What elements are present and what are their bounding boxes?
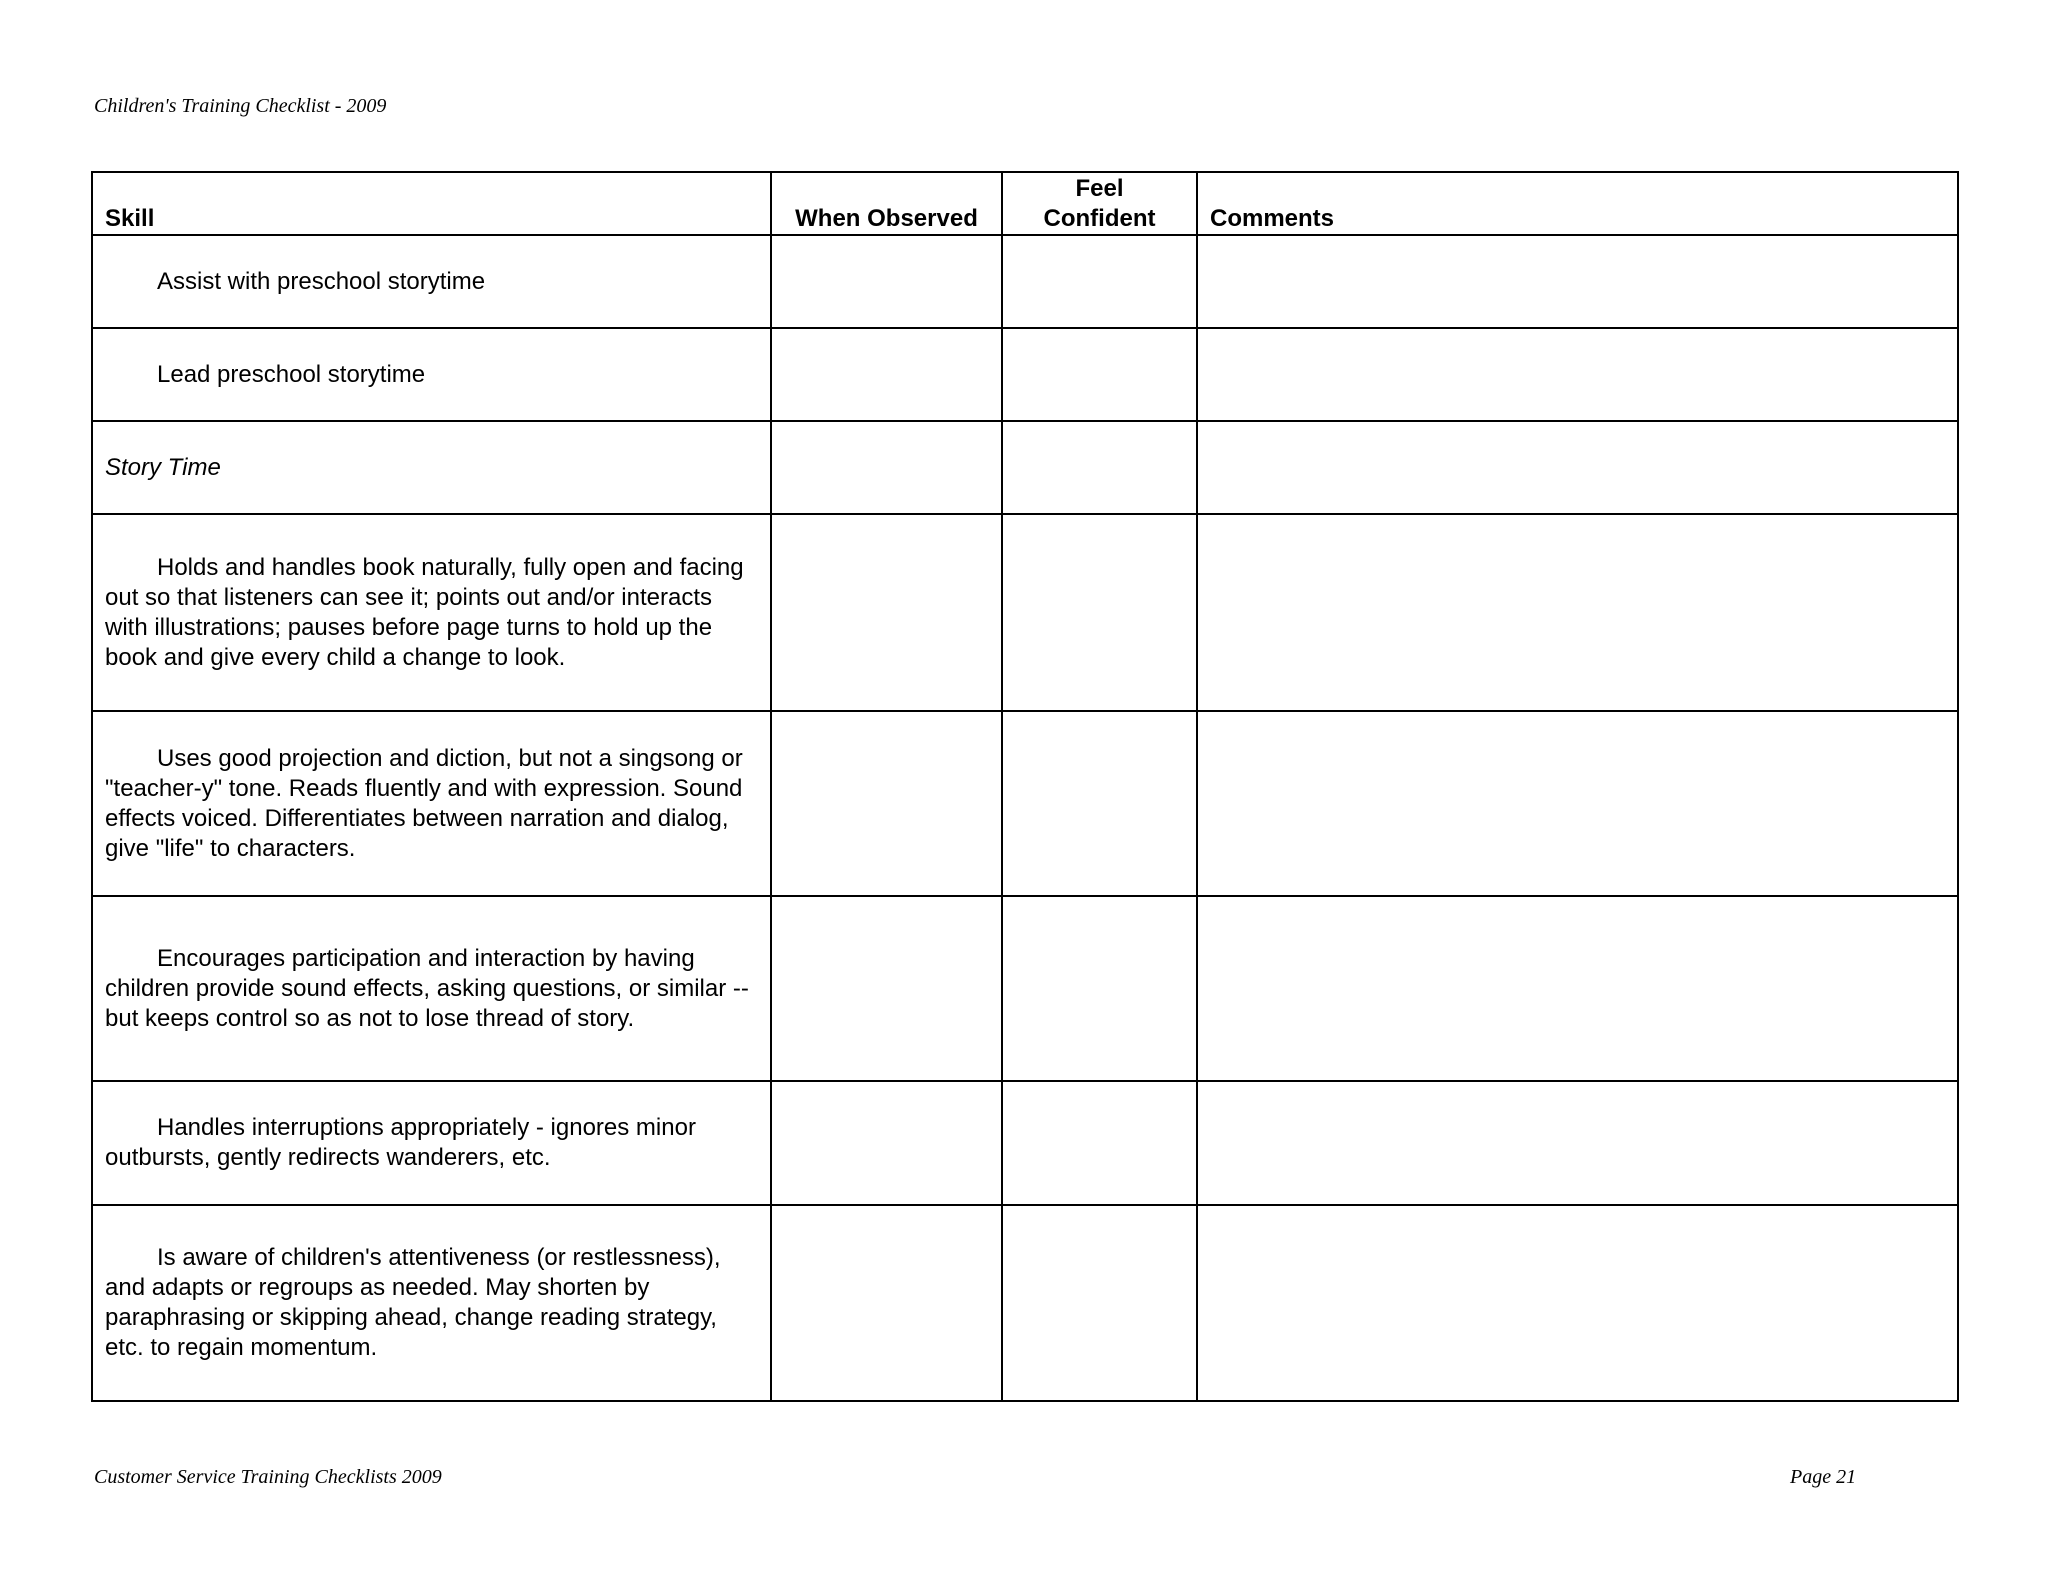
skill-text: Is aware of children's attentiveness (or restlessness), and adapts or regroups as needed. May shorten by paraphrasing or skipping ahead, change reading strategy, etc. to regain momentum. [105, 1244, 721, 1361]
when-observed-cell[interactable] [771, 328, 1002, 421]
skill-cell [92, 1081, 771, 1205]
feel-confident-cell[interactable] [1002, 328, 1197, 421]
section-title: Story Time [105, 453, 221, 481]
comments-cell[interactable] [1197, 711, 1958, 896]
skill-cell [92, 514, 771, 711]
comments-cell[interactable] [1197, 421, 1958, 514]
training-checklist-table [91, 171, 1959, 1402]
table-row [92, 1081, 1958, 1205]
comments-cell[interactable] [1197, 896, 1958, 1081]
column-header-skill: Skill [92, 172, 771, 235]
column-header-when-observed: When Observed [771, 172, 1002, 235]
feel-confident-cell[interactable] [1002, 1205, 1197, 1401]
comments-cell[interactable] [1197, 514, 1958, 711]
when-observed-cell[interactable] [771, 421, 1002, 514]
skill-cell [92, 1205, 771, 1401]
skill-cell [92, 896, 771, 1081]
skill-text: Holds and handles book naturally, fully open and facing out so that listeners can see it; points out and/or interacts with illustrations; pauses before page turns to hold up the book and give every child a change to look. [105, 553, 744, 671]
when-observed-cell[interactable] [771, 514, 1002, 711]
when-observed-cell[interactable] [771, 1205, 1002, 1401]
table-row [92, 328, 1958, 421]
feel-confident-cell[interactable] [1002, 1081, 1197, 1205]
when-observed-cell[interactable] [771, 1081, 1002, 1205]
skill-cell [92, 328, 771, 421]
feel-confident-cell[interactable] [1002, 896, 1197, 1081]
table-row [92, 711, 1958, 896]
feel-confident-cell[interactable] [1002, 711, 1197, 896]
when-observed-cell[interactable] [771, 711, 1002, 896]
table-row [92, 1205, 1958, 1401]
feel-confident-cell[interactable] [1002, 421, 1197, 514]
feel-confident-line1: Feel [1075, 175, 1124, 202]
skill-text: Encourages participation and interaction by having children provide sound effects, asking questions, or similar -- but keeps control so as not to lose thread of story. [105, 944, 749, 1032]
section-row [92, 421, 1958, 514]
skill-text: Handles interruptions appropriately - ignores minor outbursts, gently redirects wanderers, etc. [105, 1114, 696, 1171]
comments-cell[interactable] [1197, 235, 1958, 328]
page-number: Page 21 [1790, 1466, 1857, 1488]
table-header-row [92, 172, 1958, 235]
table-row [92, 235, 1958, 328]
skill-cell [92, 235, 771, 328]
comments-cell[interactable] [1197, 328, 1958, 421]
skill-text: Uses good projection and diction, but not a singsong or "teacher-y" tone. Reads fluently and with expression. Sound effects voiced. Differentiates between narration and dialog, give "life" to characters. [105, 744, 743, 862]
comments-cell[interactable] [1197, 1081, 1958, 1205]
table-row [92, 514, 1958, 711]
feel-confident-line2: Confident [1043, 205, 1156, 232]
when-observed-cell[interactable] [771, 896, 1002, 1081]
skill-text: Lead preschool storytime [157, 360, 426, 388]
page-header: Children's Training Checklist - 2009 [94, 95, 387, 117]
feel-confident-cell[interactable] [1002, 514, 1197, 711]
page-footer-title: Customer Service Training Checklists 2009 [94, 1466, 442, 1488]
section-cell [92, 421, 771, 514]
table-row [92, 896, 1958, 1081]
column-header-feel-confident [1002, 172, 1197, 235]
skill-cell [92, 711, 771, 896]
column-header-comments: Comments [1197, 172, 1958, 235]
skill-text: Assist with preschool storytime [157, 267, 486, 295]
feel-confident-cell[interactable] [1002, 235, 1197, 328]
comments-cell[interactable] [1197, 1205, 1958, 1401]
when-observed-cell[interactable] [771, 235, 1002, 328]
